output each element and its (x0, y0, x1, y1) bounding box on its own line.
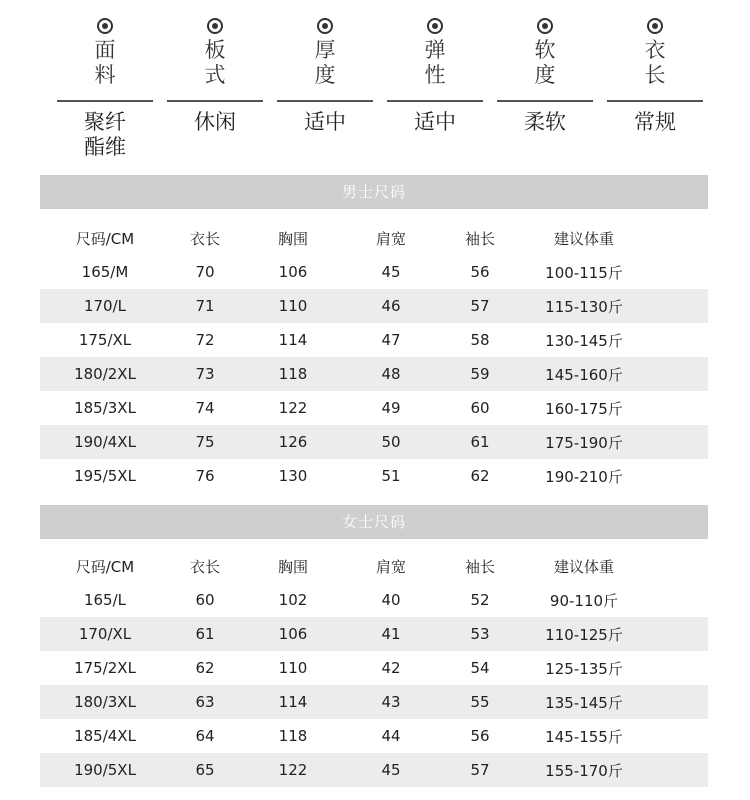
table-cell: 145-160斤 (545, 365, 623, 384)
attribute-length (600, 10, 710, 170)
table-cell: 建议体重 (553, 229, 614, 248)
table-cell: 71 (195, 297, 215, 315)
table-cell: 195/5XL (74, 467, 136, 485)
attribute-name: 板式 (204, 38, 226, 87)
table-cell: 110 (278, 297, 308, 315)
table-cell: 建议体重 (553, 557, 614, 576)
divider (387, 100, 483, 102)
attribute-thickness (270, 10, 380, 170)
table-header-row (40, 221, 708, 255)
table-cell: 165/M (81, 263, 129, 281)
table-cell: 126 (278, 433, 308, 451)
table-row (40, 391, 708, 425)
bullet-ring-icon (97, 18, 113, 34)
bullet-ring-icon (537, 18, 553, 34)
table-cell: 180/3XL (74, 693, 136, 711)
attribute-strip (50, 10, 710, 170)
table-cell: 56 (470, 727, 490, 745)
attribute-value: 适中 (304, 110, 346, 134)
table-cell: 61 (195, 625, 215, 643)
table-cell: 41 (381, 625, 401, 643)
table-cell: 44 (381, 727, 401, 745)
table-cell: 190/4XL (74, 433, 136, 451)
divider (167, 100, 263, 102)
table-cell: 102 (278, 591, 308, 609)
table-cell: 43 (381, 693, 401, 711)
table-cell: 130 (278, 467, 308, 485)
table-row (40, 617, 708, 651)
attribute-value: 柔软 (524, 110, 566, 134)
table-cell: 190/5XL (74, 761, 136, 779)
attribute-value: 聚纤酯维 (84, 110, 126, 159)
table-cell: 72 (195, 331, 215, 349)
table-cell: 190-210斤 (545, 467, 623, 486)
table-cell: 90-110斤 (549, 591, 619, 610)
men-size-table (40, 221, 708, 493)
table-cell: 115-130斤 (545, 297, 623, 316)
table-cell: 170/L (83, 297, 127, 315)
table-cell: 胸围 (277, 229, 308, 248)
table-cell: 45 (381, 761, 401, 779)
table-cell: 185/3XL (74, 399, 136, 417)
table-cell: 110 (278, 659, 308, 677)
table-cell: 114 (278, 693, 308, 711)
divider (277, 100, 373, 102)
attribute-softness (490, 10, 600, 170)
table-cell: 61 (470, 433, 490, 451)
table-cell: 74 (195, 399, 215, 417)
bullet-ring-icon (427, 18, 443, 34)
table-cell: 40 (381, 591, 401, 609)
table-cell: 48 (381, 365, 401, 383)
table-cell: 50 (381, 433, 401, 451)
table-cell: 165/L (83, 591, 127, 609)
table-row (40, 289, 708, 323)
table-cell: 肩宽 (375, 229, 406, 248)
table-row (40, 753, 708, 787)
table-cell: 106 (278, 263, 308, 281)
table-cell: 180/2XL (74, 365, 136, 383)
table-cell: 100-115斤 (545, 263, 623, 282)
table-cell: 64 (195, 727, 215, 745)
table-cell: 47 (381, 331, 401, 349)
table-cell: 118 (278, 727, 308, 745)
attribute-name: 弹性 (424, 38, 446, 87)
table-cell: 175/2XL (74, 659, 136, 677)
table-cell: 155-170斤 (545, 761, 623, 780)
table-row (40, 425, 708, 459)
bullet-ring-icon (207, 18, 223, 34)
table-cell: 106 (278, 625, 308, 643)
table-row (40, 583, 708, 617)
table-cell: 53 (470, 625, 490, 643)
table-cell: 42 (381, 659, 401, 677)
table-cell: 袖长 (464, 557, 495, 576)
table-cell: 56 (470, 263, 490, 281)
table-cell: 73 (195, 365, 215, 383)
divider (497, 100, 593, 102)
table-cell: 衣长 (189, 557, 220, 576)
table-cell: 170/XL (78, 625, 132, 643)
table-cell: 60 (470, 399, 490, 417)
table-cell: 122 (278, 399, 308, 417)
men-size-title: 男士尺码 (40, 175, 708, 209)
attribute-fabric (50, 10, 160, 170)
table-row (40, 651, 708, 685)
table-cell: 135-145斤 (545, 693, 623, 712)
table-cell: 110-125斤 (545, 625, 623, 644)
table-cell: 125-135斤 (545, 659, 623, 678)
table-cell: 76 (195, 467, 215, 485)
attribute-value: 休闲 (194, 110, 236, 134)
table-cell: 160-175斤 (545, 399, 623, 418)
table-cell: 49 (381, 399, 401, 417)
table-cell: 46 (381, 297, 401, 315)
table-cell: 185/4XL (74, 727, 136, 745)
table-cell: 145-155斤 (545, 727, 623, 746)
table-cell: 118 (278, 365, 308, 383)
table-cell: 60 (195, 591, 215, 609)
table-cell: 衣长 (189, 229, 220, 248)
table-cell: 63 (195, 693, 215, 711)
table-row (40, 357, 708, 391)
attribute-value: 适中 (414, 110, 456, 134)
bullet-ring-icon (317, 18, 333, 34)
table-cell: 45 (381, 263, 401, 281)
table-cell: 51 (381, 467, 401, 485)
table-cell: 175/XL (78, 331, 132, 349)
table-cell: 62 (195, 659, 215, 677)
table-cell: 130-145斤 (545, 331, 623, 350)
table-header-row (40, 549, 708, 583)
table-cell: 114 (278, 331, 308, 349)
table-row (40, 323, 708, 357)
attribute-name: 衣长 (644, 38, 666, 87)
table-cell: 尺码/CM (75, 557, 135, 576)
table-row (40, 459, 708, 493)
table-cell: 175-190斤 (545, 433, 623, 452)
table-row (40, 719, 708, 753)
attribute-value: 常规 (634, 110, 676, 134)
women-size-title: 女士尺码 (40, 505, 708, 539)
table-cell: 袖长 (464, 229, 495, 248)
table-cell: 57 (470, 297, 490, 315)
table-row (40, 255, 708, 289)
attribute-elasticity (380, 10, 490, 170)
table-row (40, 685, 708, 719)
table-cell: 肩宽 (375, 557, 406, 576)
attribute-name: 软度 (534, 38, 556, 87)
table-cell: 65 (195, 761, 215, 779)
table-cell: 75 (195, 433, 215, 451)
table-cell: 70 (195, 263, 215, 281)
table-cell: 57 (470, 761, 490, 779)
table-cell: 55 (470, 693, 490, 711)
table-cell: 胸围 (277, 557, 308, 576)
table-cell: 62 (470, 467, 490, 485)
table-cell: 尺码/CM (75, 229, 135, 248)
attribute-name: 厚度 (314, 38, 336, 87)
table-cell: 54 (470, 659, 490, 677)
attribute-name: 面料 (94, 38, 116, 87)
women-size-table (40, 549, 708, 787)
bullet-ring-icon (647, 18, 663, 34)
attribute-style (160, 10, 270, 170)
table-cell: 122 (278, 761, 308, 779)
table-cell: 52 (470, 591, 490, 609)
divider (607, 100, 703, 102)
table-cell: 58 (470, 331, 490, 349)
table-cell: 59 (470, 365, 490, 383)
divider (57, 100, 153, 102)
